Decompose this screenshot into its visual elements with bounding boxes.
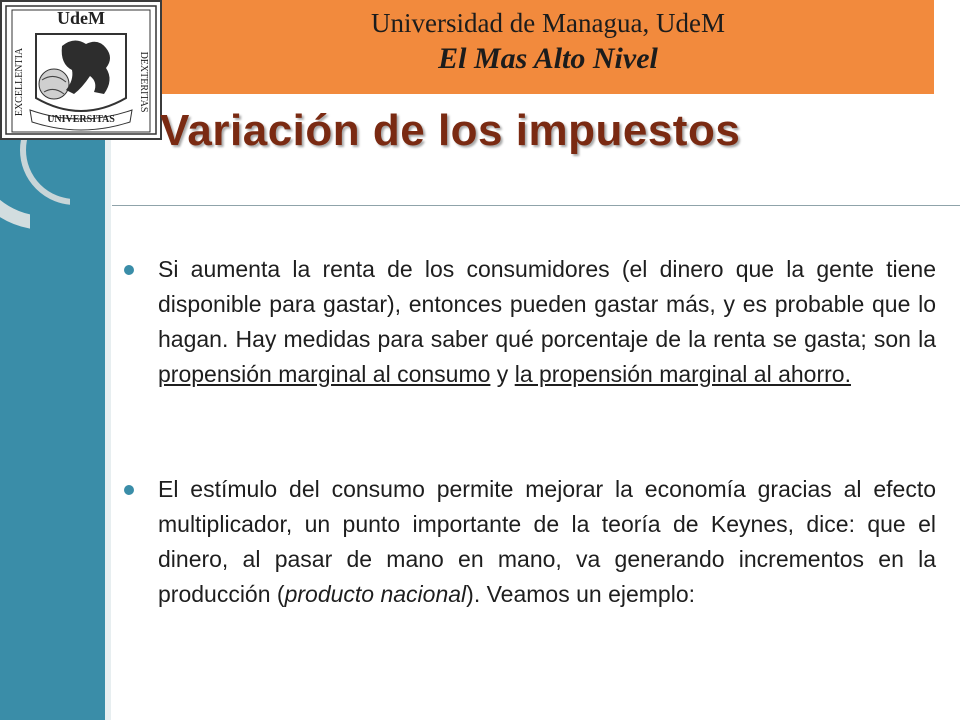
bullet-text bbox=[158, 252, 936, 392]
link-propension-ahorro[interactable]: la propensión marginal al ahorro. bbox=[514, 361, 851, 387]
bullet-marker bbox=[124, 485, 134, 495]
bullet-text bbox=[158, 472, 936, 612]
logo-bottom-text: UNIVERSITAS bbox=[47, 114, 115, 125]
bullet-item bbox=[136, 252, 936, 392]
logo-left-text: EXCELLENTIA bbox=[14, 47, 25, 117]
content-area bbox=[112, 205, 960, 720]
bullet-item bbox=[136, 472, 936, 612]
bullet-text-segment: y bbox=[490, 361, 515, 387]
bullet-text-segment: El estímulo del consumo permite mejorar la economía gracias al efecto multiplicador, un punto importante de la teoría de Keynes, dice: que el dinero, al pasar de mano en mano, va generando incrementos en la producción ( bbox=[158, 476, 936, 607]
slide-title: Variación de los impuestos bbox=[160, 106, 741, 155]
bullet-text-segment: ). Veamos un ejemplo: bbox=[466, 581, 695, 607]
logo-top-text: UdeM bbox=[57, 8, 105, 28]
bullet-marker bbox=[124, 265, 134, 275]
logo-right-text: DEXTERITAS bbox=[138, 51, 149, 113]
header-banner bbox=[162, 0, 934, 94]
bullet-text-segment: Si aumenta la renta de los consumidores (el dinero que la gente tiene disponible para gastar), entonces pueden gastar más, y es probable que lo hagan. Hay medidas para saber qué porcentaje de la renta se gasta; son la bbox=[158, 256, 936, 352]
link-propension-consumo[interactable]: propensión marginal al consumo bbox=[158, 361, 491, 387]
university-logo bbox=[0, 0, 162, 140]
university-name: Universidad de Managua, UdeM bbox=[371, 8, 725, 38]
university-motto: El Mas Alto Nivel bbox=[438, 42, 658, 75]
bullet-italic-term: producto nacional bbox=[284, 581, 467, 607]
